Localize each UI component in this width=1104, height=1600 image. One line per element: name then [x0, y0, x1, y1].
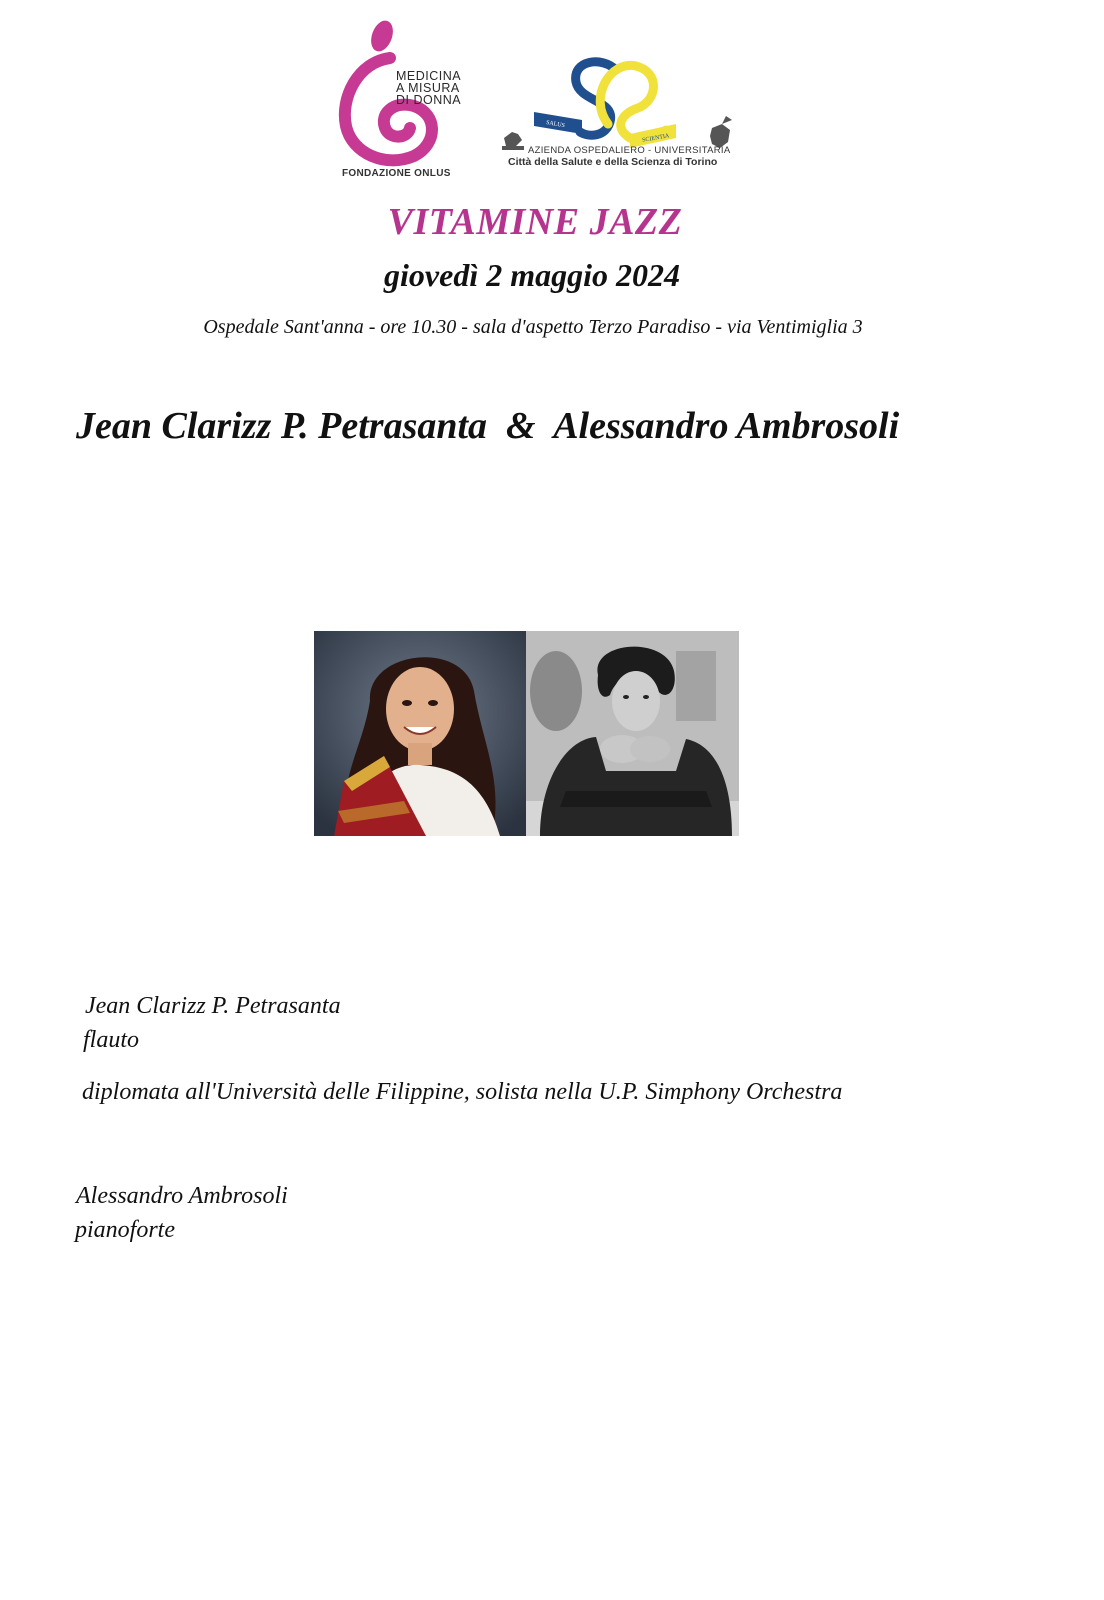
artist-2-instrument: pianoforte — [75, 1217, 175, 1243]
performers-heading: Jean Clarizz P. Petrasanta & Alessandro Ambrosoli — [76, 405, 900, 447]
azienda-line-2: Città della Salute e della Scienza di Torino — [508, 156, 718, 168]
event-date: giovedì 2 maggio 2024 — [384, 257, 680, 293]
event-venue: Ospedale Sant'anna - ore 10.30 - sala d'aspetto Terzo Paradiso - via Ventimiglia 3 — [203, 316, 863, 338]
torino-bull-icon — [502, 132, 524, 150]
fondazione-logo — [338, 18, 478, 188]
fondazione-subtitle: FONDAZIONE ONLUS — [342, 168, 451, 179]
ribbon-left-label: SALUS — [545, 119, 566, 130]
photo-alessandro-ambrosoli — [526, 631, 739, 836]
ribbon-right-label: SCIENTIA — [641, 133, 670, 144]
azienda-logo — [498, 52, 744, 182]
artist-1-instrument: flauto — [83, 1027, 140, 1053]
artist-1-description: diplomata all'Università delle Filippine, solista nella U.P. Simphony Orchestra — [82, 1079, 843, 1105]
artist-1-name: Jean Clarizz P. Petrasanta — [85, 993, 341, 1019]
azienda-line-1: AZIENDA OSPEDALIERO - UNIVERSITARIA — [528, 145, 731, 156]
event-title: VITAMINE JAZZ — [387, 201, 683, 243]
artist-photos — [314, 631, 739, 836]
fondazione-line-2: A MISURA — [396, 81, 460, 95]
fondazione-line-1: MEDICINA — [396, 69, 462, 83]
photo-jean-clarizz — [314, 631, 526, 836]
artist-2-name: Alessandro Ambrosoli — [76, 1183, 288, 1209]
griffin-icon — [710, 116, 732, 148]
fondazione-line-3: DI DONNA — [396, 93, 462, 107]
